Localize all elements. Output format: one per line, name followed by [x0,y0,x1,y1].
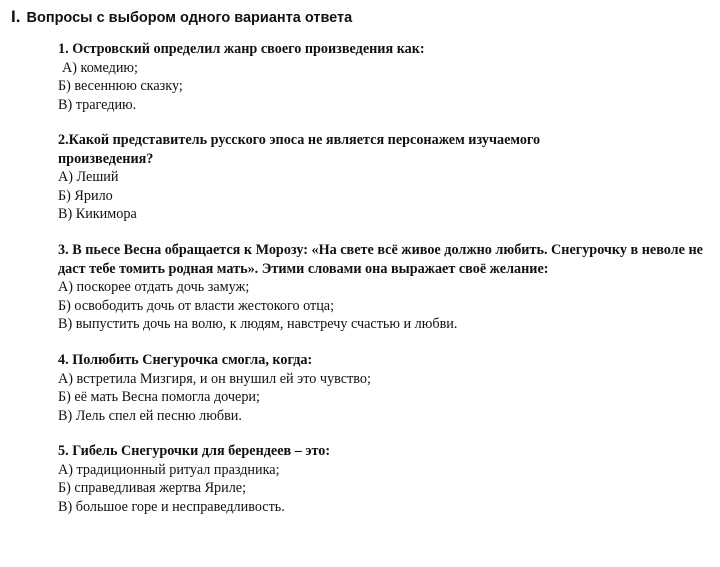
question-2 [58,131,708,224]
question-3-option-c: В) выпустить дочь на волю, к людям, навстречу счастью и любви. [58,316,458,332]
question-1-option-b: Б) весеннюю сказку; [58,78,183,94]
question-2-option-c: В) Кикимора [58,206,137,222]
question-5-text: 5. Гибель Снегурочки для берендеев – это: [58,443,331,459]
question-2-option-b: Б) Ярило [58,187,113,204]
question-2-text: 2.Какой представитель русского эпоса не является персонажем изучаемого произведения? [58,132,541,167]
question-4-option-b: Б) её мать Весна помогла дочери; [58,389,260,405]
question-1-option-a: А) комедию; [62,59,138,76]
question-4 [58,351,708,425]
question-3-option-a: А) поскорее отдать дочь замуж; [58,279,250,295]
question-4-option-c: В) Лель спел ей песню любви. [58,407,242,424]
question-1-option-c: В) трагедию. [58,96,137,113]
question-3 [58,241,708,334]
question-5-option-c: В) большое горе и несправедливость. [58,498,285,515]
section-numeral: I. [11,7,21,26]
question-3-text: 3. В пьесе Весна обращается к Морозу: «На свете всё живое должно любить. Снегурочку в неволе не даст тебе томить родная мать». Этими словами она выражает своё желание: [58,242,703,277]
question-1-text: 1. Островский определил жанр своего произведения как: [58,41,425,57]
question-5-option-a: А) традиционный ритуал праздника; [58,461,280,478]
question-1 [58,40,708,114]
section-title-text: Вопросы с выбором одного варианта ответа [26,10,353,26]
question-3-option-b: Б) освободить дочь от власти жестокого отца; [58,297,335,314]
question-4-text: 4. Полюбить Снегурочка смогла, когда: [58,352,313,368]
section-title [11,8,352,27]
question-5 [58,442,708,516]
question-4-option-a: А) встретила Мизгиря, и он внушил ей это чувство; [58,370,371,387]
question-2-option-a: А) Леший [58,169,119,185]
question-5-option-b: Б) справедливая жертва Яриле; [58,480,247,496]
